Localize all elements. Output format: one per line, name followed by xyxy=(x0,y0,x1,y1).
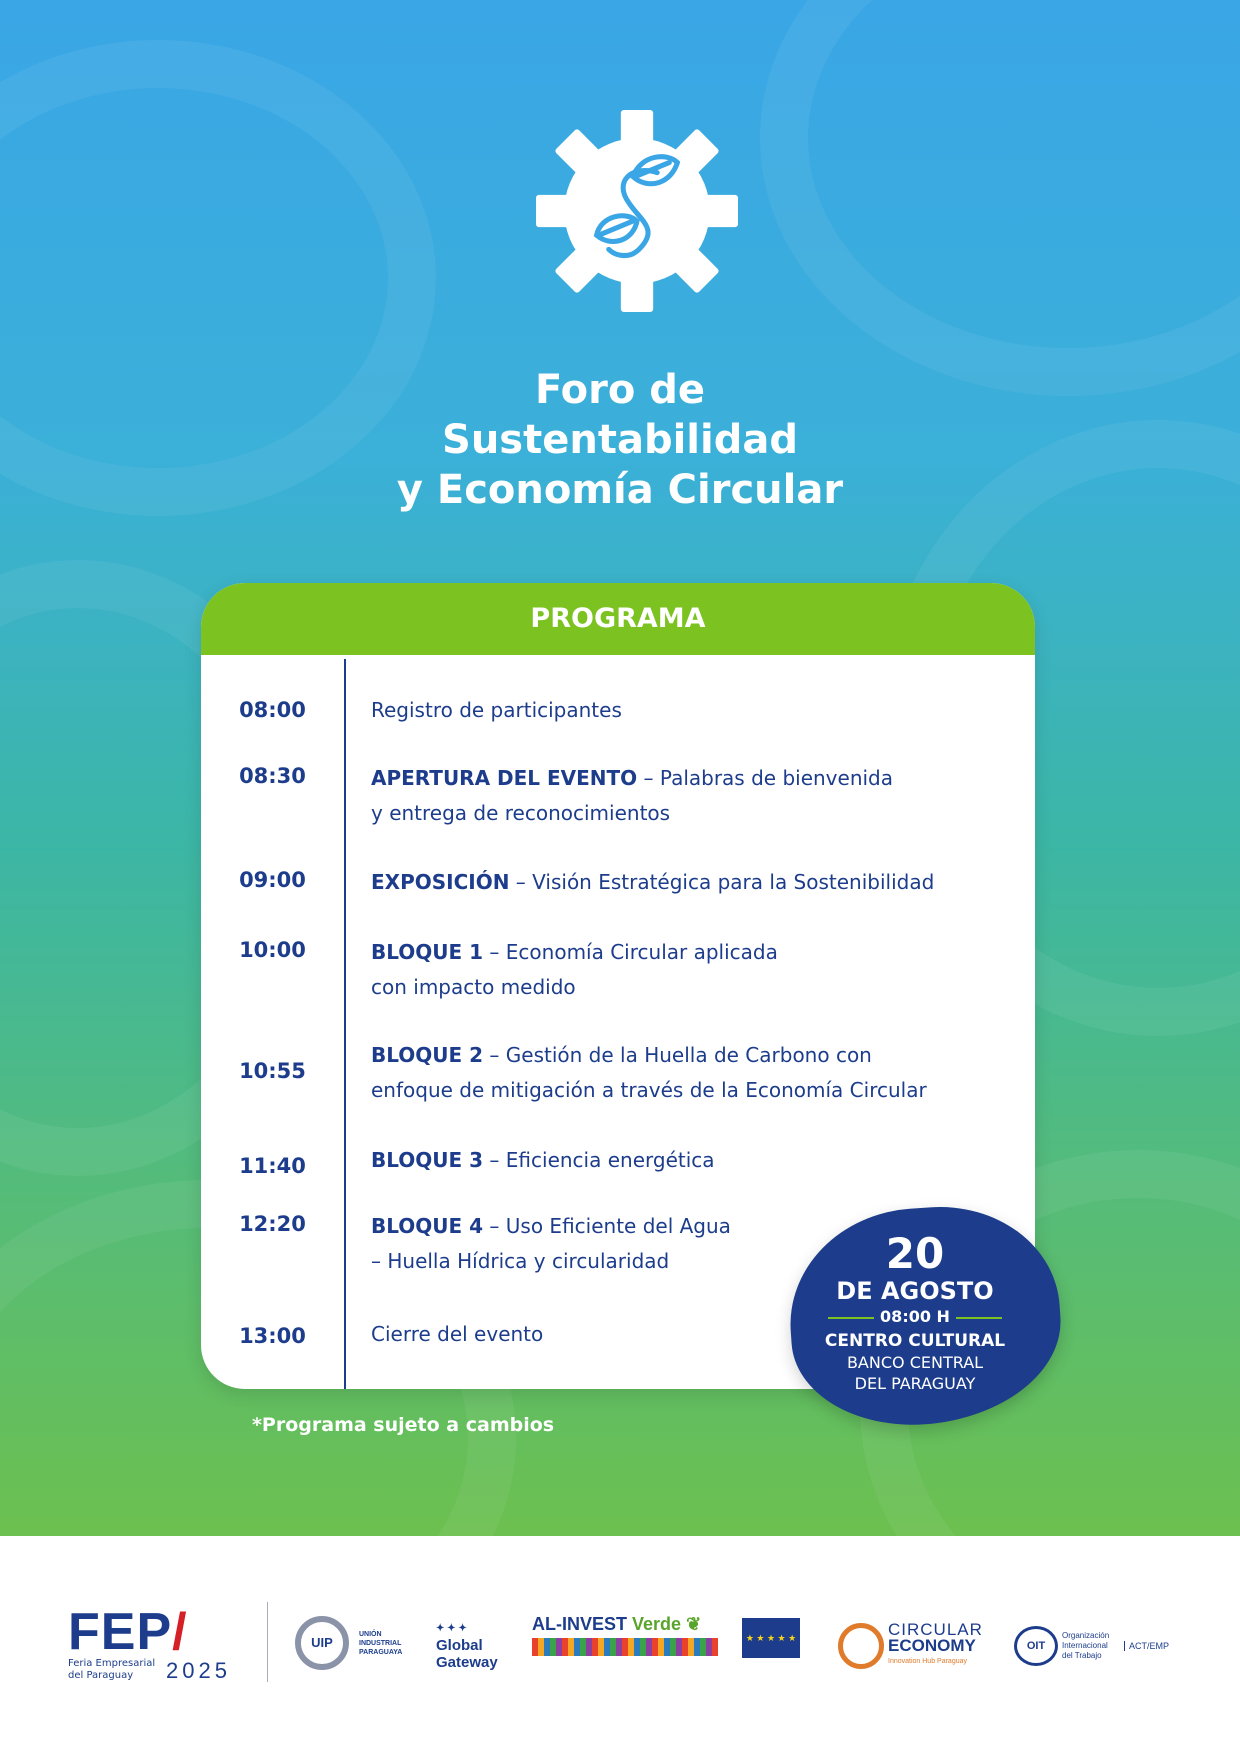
schedule-time: 10:00 xyxy=(239,938,306,962)
oit-logo xyxy=(1014,1626,1169,1666)
badge-divider xyxy=(828,1317,874,1319)
schedule-time: 10:55 xyxy=(239,1059,306,1083)
schedule-disclaimer: *Programa sujeto a cambios xyxy=(252,1414,555,1436)
leaf-icon: ❦ xyxy=(686,1614,702,1634)
schedule-time: 11:40 xyxy=(239,1154,306,1178)
schedule-time: 08:30 xyxy=(239,764,306,788)
oit-emblem-icon: OIT xyxy=(1014,1626,1058,1666)
schedule-description: BLOQUE 4 – Uso Eficiente del Agua – Huella Hídrica y circularidad xyxy=(371,1214,731,1273)
fepy-year: 2025 xyxy=(166,1658,231,1683)
oit-name: Organización Internacional del Trabajo xyxy=(1062,1631,1110,1660)
al-invest-color-bar xyxy=(532,1638,718,1656)
footer-separator xyxy=(267,1602,268,1682)
event-title-line-1: Foro de xyxy=(534,367,706,413)
schedule-description: Cierre del evento xyxy=(371,1322,544,1346)
schedule-description: EXPOSICIÓN – Visión Estratégica para la Sostenibilidad xyxy=(371,870,935,894)
badge-divider xyxy=(956,1317,1002,1319)
schedule-description: APERTURA DEL EVENTO – Palabras de bienvenida y entrega de reconocimientos xyxy=(371,766,894,825)
badge-venue-line-1: BANCO CENTRAL xyxy=(846,1353,984,1372)
uip-gear-icon: UIP xyxy=(295,1616,349,1670)
schedule-time: 08:00 xyxy=(239,698,306,722)
badge-venue: CENTRO CULTURAL xyxy=(824,1331,1006,1351)
schedule-time: 12:20 xyxy=(239,1212,306,1236)
schedule-description: BLOQUE 3 – Eficiencia energética xyxy=(371,1148,715,1172)
global-gateway-logo: ✦ ✦ ✦ Global Gateway xyxy=(436,1620,498,1671)
badge-month: DE AGOSTO xyxy=(836,1277,994,1305)
schedule-description: BLOQUE 2 – Gestión de la Huella de Carbono con enfoque de mitigación a través de la Economía Circular xyxy=(371,1043,927,1102)
event-title-line-2: Sustentabilidad xyxy=(442,417,798,463)
fepy-slash-mark: / xyxy=(172,1603,188,1661)
program-heading: PROGRAMA xyxy=(201,583,1035,655)
badge-day: 20 xyxy=(885,1229,945,1278)
schedule-time: 09:00 xyxy=(239,868,306,892)
oit-act-emp: ACT/EMP xyxy=(1124,1641,1169,1651)
date-badge-text xyxy=(790,1229,1040,1394)
schedule-description: Registro de participantes xyxy=(371,698,622,722)
sponsor-footer xyxy=(0,1536,1240,1754)
uip-logo xyxy=(295,1616,419,1670)
badge-time: 08:00 H xyxy=(880,1307,950,1326)
gear-leaf-icon xyxy=(536,110,738,312)
eu-stars-icon: ✦ ✦ ✦ xyxy=(436,1623,467,1634)
uip-name: UNIÓN INDUSTRIAL PARAGUAYA xyxy=(359,1630,403,1656)
al-invest-verde-logo: AL-INVEST Verde ❦ xyxy=(532,1614,718,1656)
circular-economy-icon xyxy=(838,1623,884,1669)
schedule-time: 13:00 xyxy=(239,1324,306,1348)
schedule-description: BLOQUE 1 – Economía Circular aplicada con impacto medido xyxy=(371,940,778,999)
badge-venue-line-2: DEL PARAGUAY xyxy=(854,1374,976,1393)
background-swirl xyxy=(760,0,1240,396)
circular-economy-logo: CIRCULAR ECONOMY Innovation Hub Paraguay xyxy=(838,1622,983,1670)
fepy-tagline: Feria Empresarial del Paraguay xyxy=(68,1658,156,1681)
timeline-divider xyxy=(344,659,346,1389)
event-title-line-3: y Economía Circular xyxy=(396,467,844,513)
fepy-logo: FEP/ Feria Empresarial del Paraguay 2025 xyxy=(68,1603,231,1683)
badge-time-row xyxy=(790,1306,1040,1328)
eu-flag-icon: ★ ★ ★ ★ ★ xyxy=(742,1618,800,1658)
